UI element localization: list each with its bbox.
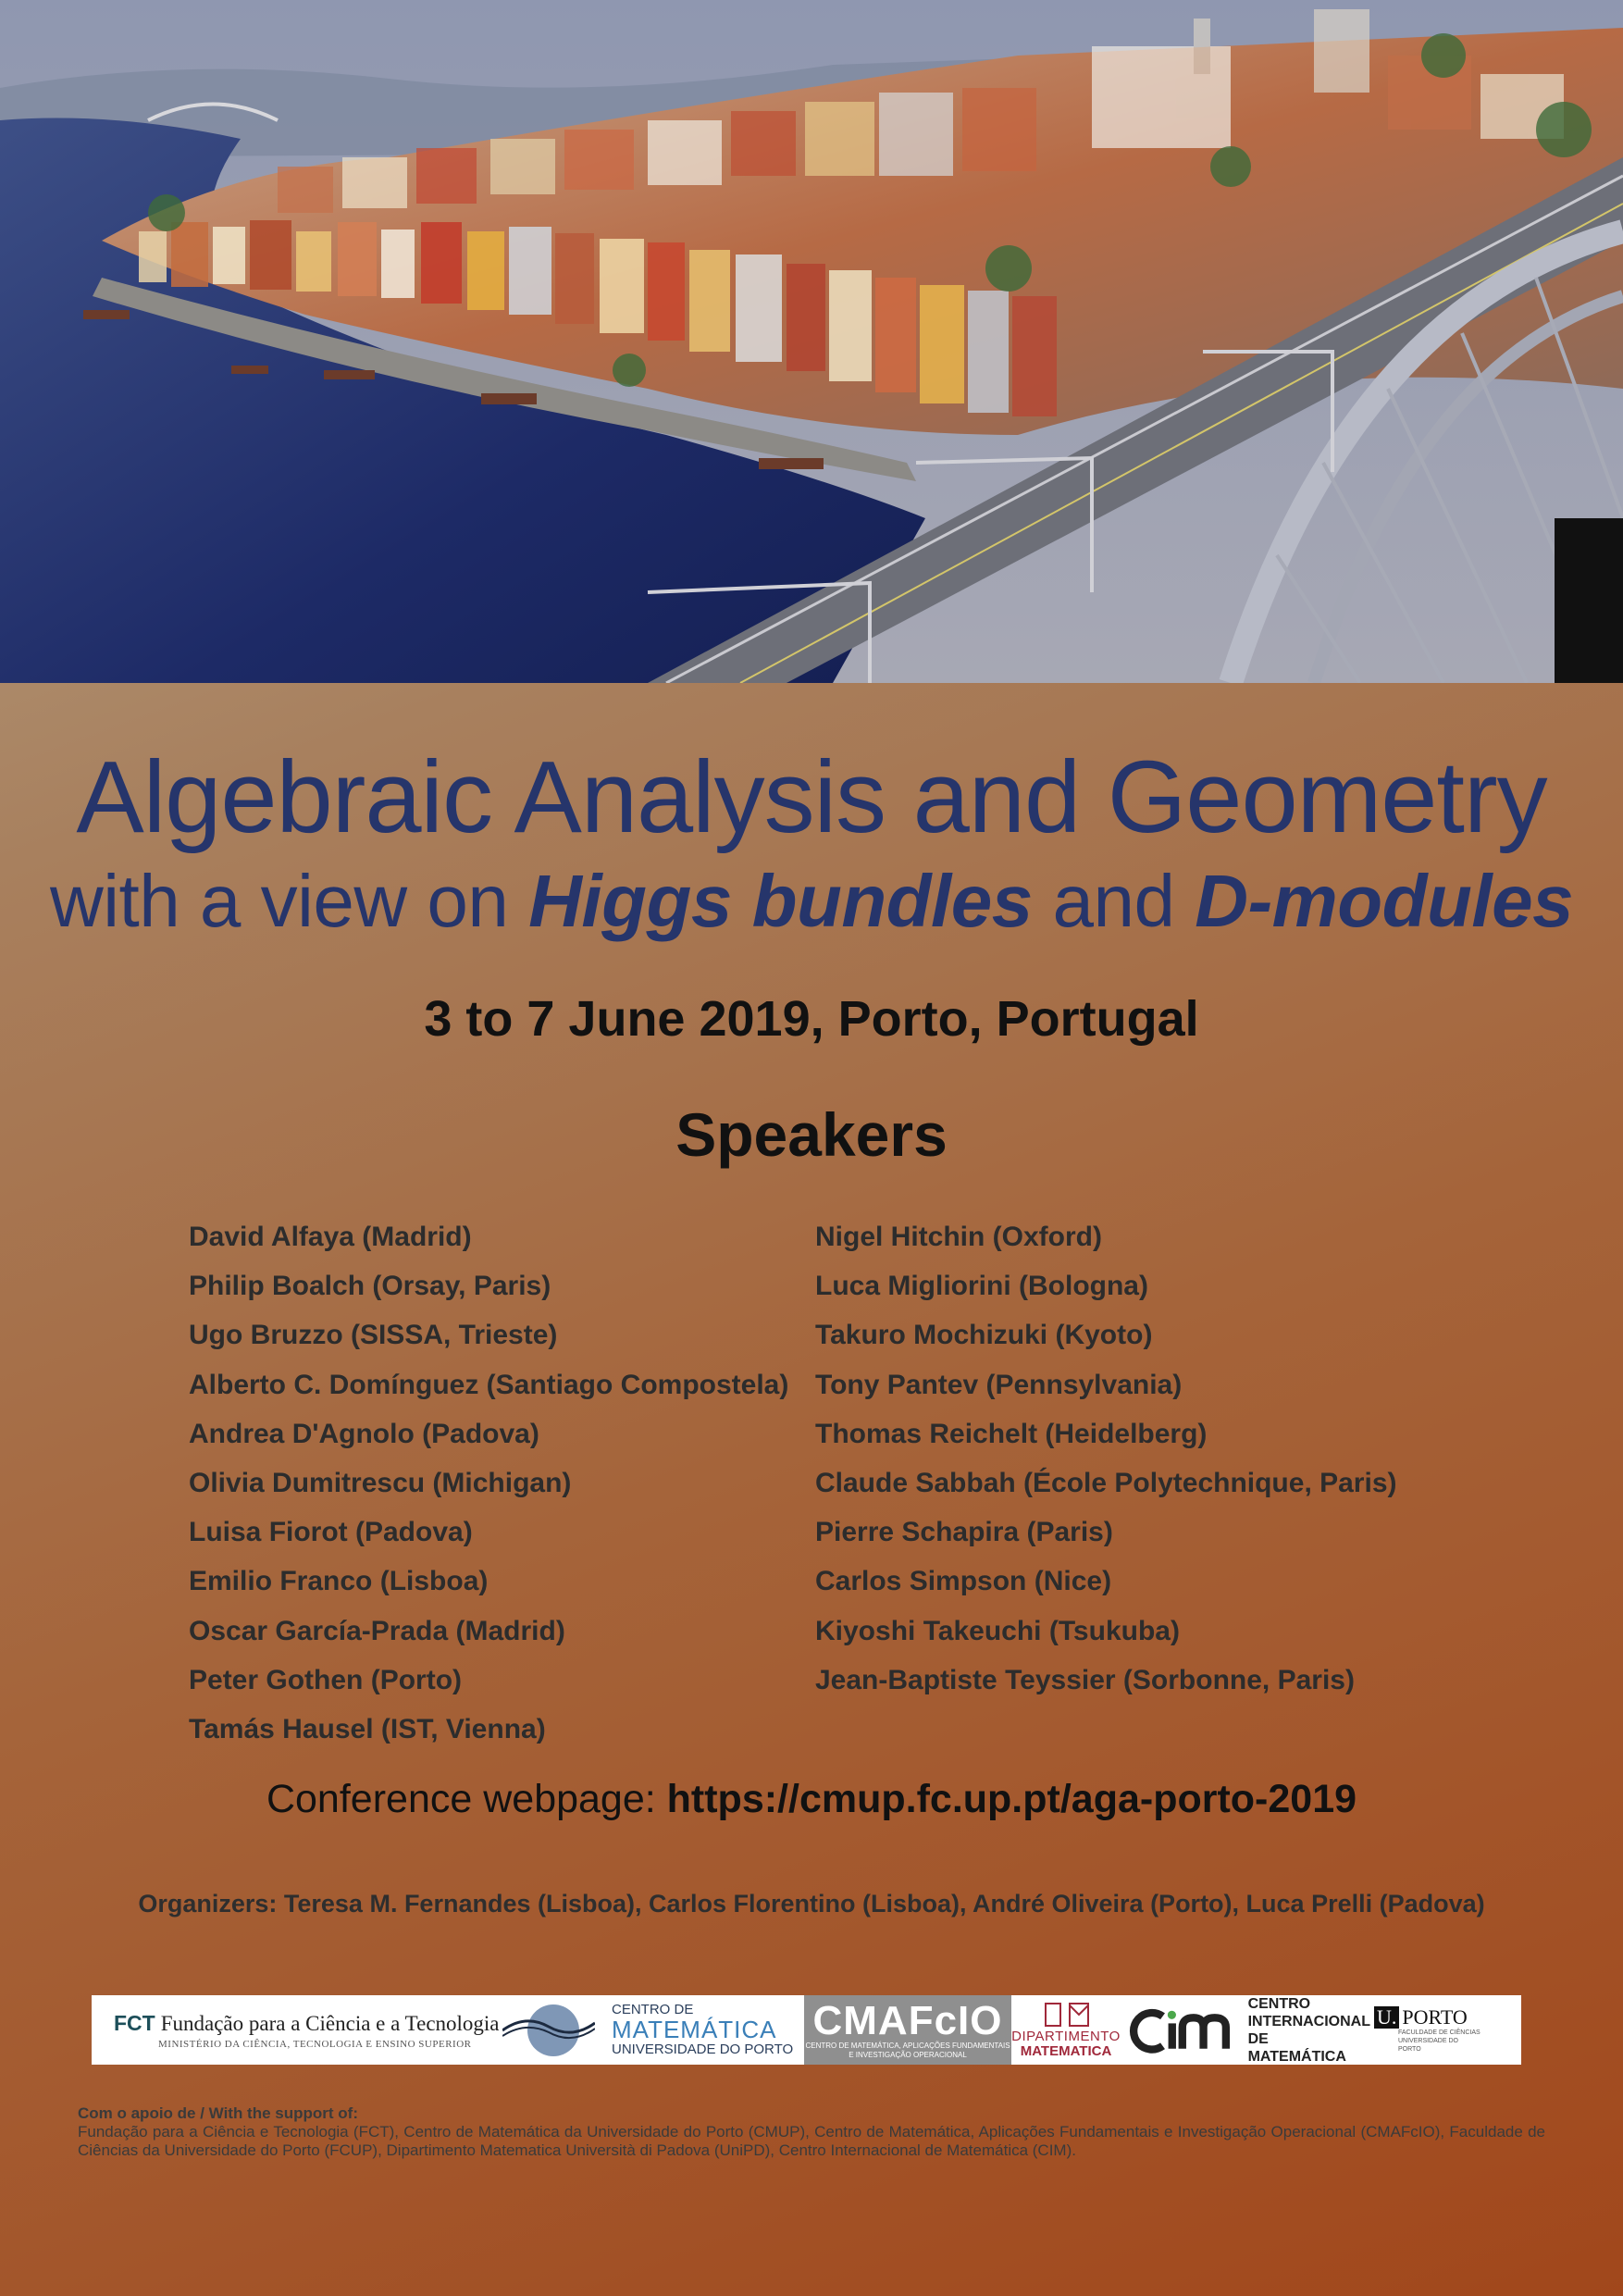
unipd-line1: DIPARTIMENTO [1011,2028,1121,2044]
uporto-porto: PORTO [1402,2005,1468,2029]
subtitle-mid: and [1032,860,1196,942]
fct-name: Fundação para a Ciência e a Tecnologia [160,2011,500,2035]
webpage-label: Conference webpage: [266,1777,667,1821]
speaker-item: Thomas Reichelt (Heidelberg) [815,1418,1208,1449]
cim-line3: DE MATEMÁTICA [1247,2030,1346,2065]
unipd-line2: MATEMATICA [1020,2042,1112,2059]
fct-logo [92,1995,499,2065]
speakers-heading: Speakers [675,1100,948,1169]
conference-webpage [0,1777,1623,1822]
cim-line1: CENTRO [1247,1995,1311,2012]
cmup-line2: MATEMÁTICA [612,2015,777,2043]
support-footnote [78,2104,1545,2160]
speaker-item: Tony Pantev (Pennsylvania) [815,1369,1183,1400]
cmafcio-fullname: CENTRO DE MATEMÁTICA, APLICAÇÕES FUNDAMENTAIS E INVESTIGAÇÃO OPERACIONAL [805,2041,1010,2059]
uporto-logo [1370,1995,1481,2065]
webpage-link[interactable]: https://cmup.fc.up.pt/aga-porto-2019 [666,1777,1357,1821]
speaker-item: Ugo Bruzzo (SISSA, Trieste) [189,1320,558,1351]
cmafcio-logo [804,1995,1011,2065]
speaker-item: Kiyoshi Takeuchi (Tsukuba) [815,1615,1180,1646]
support-title: Com o apoio de / With the support of: [78,2104,358,2122]
subtitle-prefix: with a view on [49,860,529,942]
cmup-line3: UNIVERSIDADE DO PORTO [612,2042,794,2058]
speaker-item: David Alfaya (Madrid) [189,1222,472,1252]
fct-ministry: MINISTÉRIO DA CIÊNCIA, TECNOLOGIA E ENSINO SUPERIOR [158,2038,472,2050]
speaker-item: Tamás Hausel (IST, Vienna) [189,1713,546,1744]
speaker-item: Luisa Fiorot (Padova) [189,1517,473,1548]
speaker-item: Luca Migliorini (Bologna) [815,1271,1148,1302]
speaker-item: Oscar García-Prada (Madrid) [189,1615,565,1646]
speaker-item: Philip Boalch (Orsay, Paris) [189,1271,551,1302]
hero-photo [0,0,1623,683]
speaker-item: Takuro Mochizuki (Kyoto) [815,1320,1153,1351]
cmup-line1: CENTRO DE [612,2002,694,2018]
speaker-item: Peter Gothen (Porto) [189,1664,463,1695]
cim-emblem-icon [1126,1999,1239,2062]
unipd-logo [1011,1995,1121,2065]
date-location: 3 to 7 June 2019, Porto, Portugal [424,991,1199,1047]
speakers-list-right [815,1212,1574,1705]
fct-abbr: FCT [114,2010,155,2035]
porto-panorama-photo [0,0,1623,683]
support-text: Fundação para a Ciência e Tecnologia (FCT), Centro de Matemática da Universidade do Porto (CMUP), Centro de Matemática, Aplicações Fundamentais e Investigação Operacional (CMAFcIO), Faculdade de Ciências da Universidade do Porto (FCUP), Dipartimento Matematica Università di Padova (UniPD), Centro Internacional de Matemática (CIM). [78,2123,1545,2159]
speaker-item: Nigel Hitchin (Oxford) [815,1222,1102,1252]
speaker-item: Jean-Baptiste Teyssier (Sorbonne, Paris) [815,1664,1355,1695]
conference-subtitle [0,859,1623,944]
organizers-line: Organizers: Teresa M. Fernandes (Lisboa), Carlos Florentino (Lisboa), André Oliveira (Porto), Luca Prelli (Padova) [138,1890,1485,1917]
speaker-item: Olivia Dumitrescu (Michigan) [189,1467,572,1498]
cmafcio-name: CMAFcIO [812,1997,1003,2043]
speaker-item: Carlos Simpson (Nice) [815,1566,1112,1597]
subtitle-dmodules: D-modules [1195,860,1574,942]
uporto-faculty: FACULDADE DE CIÊNCIAS UNIVERSIDADE DO PORTO [1398,2029,1481,2053]
cmup-logo [499,1995,804,2065]
speaker-item: Pierre Schapira (Paris) [815,1517,1113,1548]
speaker-item: Alberto C. Domínguez (Santiago Compostela) [189,1369,789,1400]
speaker-item: Emilio Franco (Lisboa) [189,1566,489,1597]
speaker-item: Claude Sabbah (École Polytechnique, Paris) [815,1467,1397,1498]
unipd-emblem-icon [1038,2002,1094,2029]
uporto-u: U. [1374,2006,1399,2029]
sponsor-logo-strip [92,1995,1521,2065]
cim-line2: INTERNACIONAL [1247,2013,1370,2029]
subtitle-higgs: Higgs bundles [528,860,1033,942]
speaker-item: Andrea D'Agnolo (Padova) [189,1418,539,1449]
cim-logo [1121,1995,1370,2065]
cmup-emblem-icon [502,2003,595,2058]
speakers-list-left [189,1212,799,1754]
conference-title: Algebraic Analysis and Geometry [76,740,1547,854]
